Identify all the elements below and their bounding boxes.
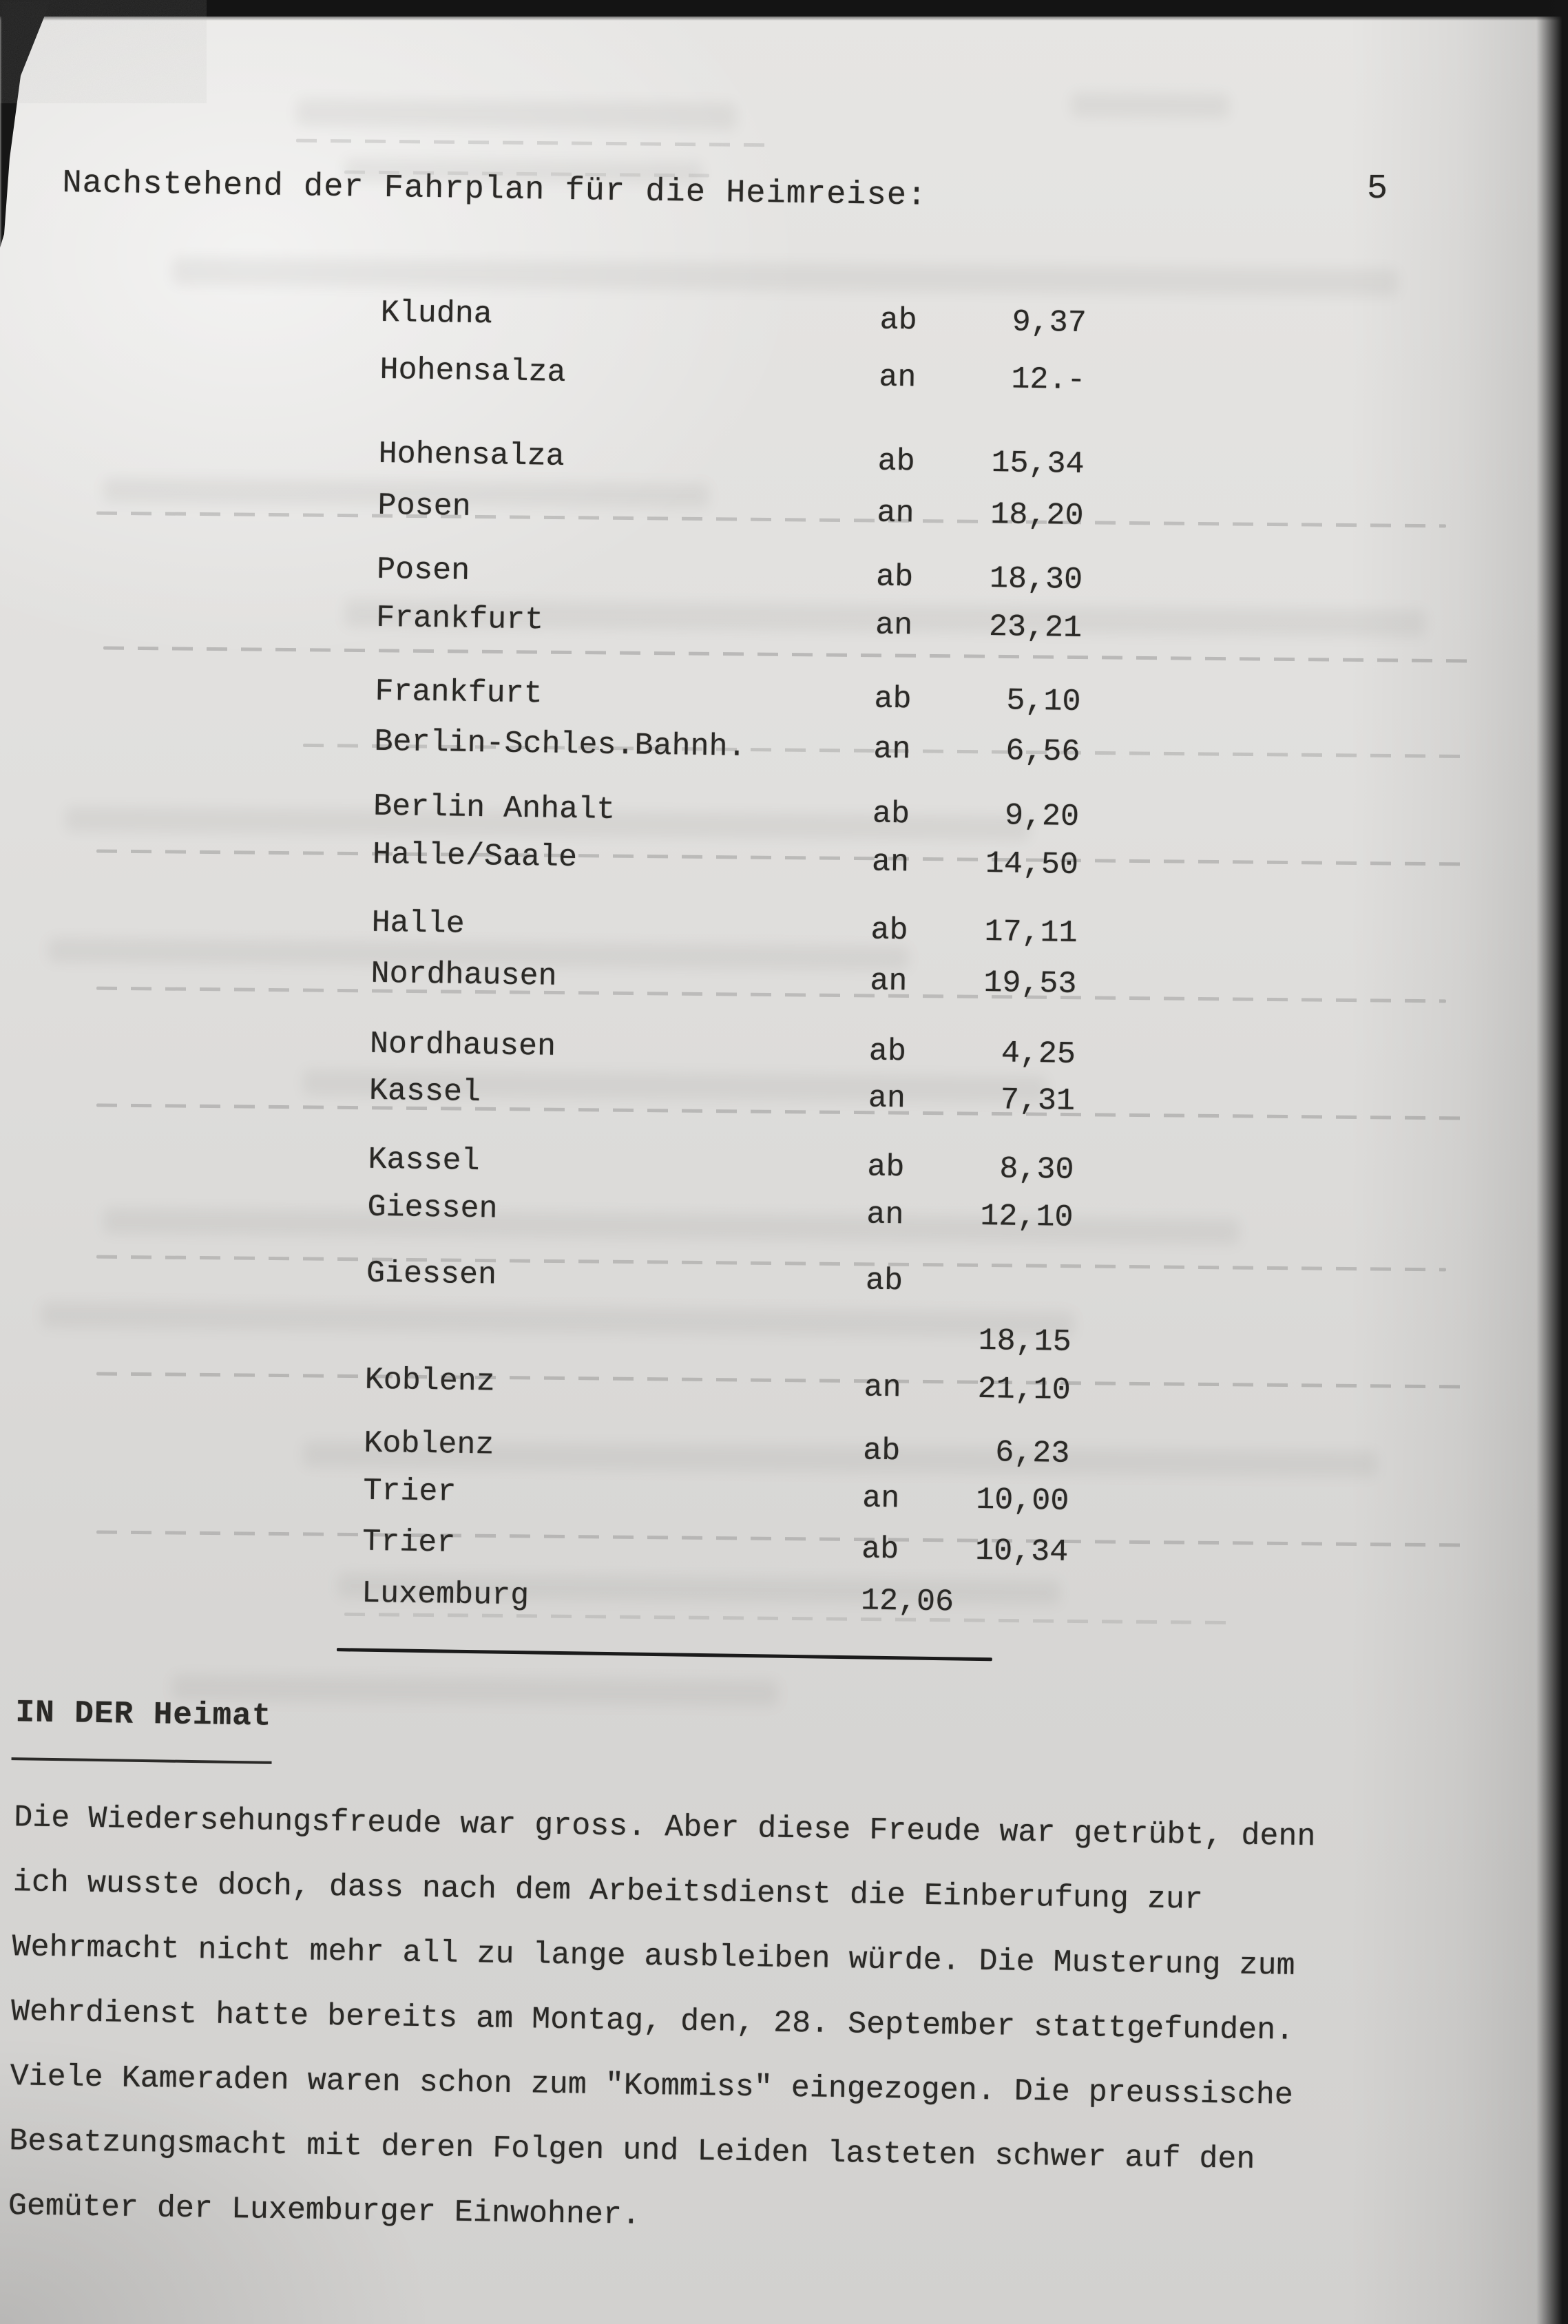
schedule-row (0, 485, 1564, 547)
ab-an-label: an (868, 1080, 906, 1117)
time-value: 6,56 (1005, 733, 1080, 771)
time-value: 18,30 (989, 561, 1083, 598)
station-name: Giessen (366, 1255, 497, 1293)
ab-an-label: an (870, 963, 908, 1000)
station-name: Berlin Anhalt (373, 788, 616, 828)
time-value: 18,15 (978, 1323, 1072, 1360)
station-name: Frankfurt (375, 600, 544, 638)
station-name: Luxemburg (361, 1575, 530, 1614)
station-name: Trier (363, 1473, 457, 1510)
station-name: Kludna (380, 295, 493, 333)
station-name: Posen (377, 488, 472, 525)
document-heading: Nachstehend der Fahrplan für die Heimreise: (62, 165, 928, 215)
ab-an-label: ab (865, 1263, 903, 1299)
time-value: 9,20 (1004, 798, 1080, 835)
time-value: 18,20 (990, 497, 1084, 534)
station-name: Koblenz (364, 1362, 496, 1400)
ab-an-label: an (875, 607, 913, 644)
station-name: Kassel (368, 1142, 480, 1180)
time-value: 4,25 (1001, 1036, 1076, 1072)
station-name: Frankfurt (375, 673, 543, 712)
time-value: 10,34 (974, 1533, 1069, 1570)
time-value: 5,10 (1006, 683, 1081, 720)
ab-an-label: an (866, 1197, 904, 1233)
film-edge-top (0, 0, 1568, 17)
time-value: 8,30 (999, 1151, 1074, 1188)
schedule-row (0, 1572, 1547, 1634)
schedule-row (0, 671, 1561, 733)
ab-an-label: an (877, 495, 914, 532)
time-value: 12.- (1011, 362, 1086, 399)
station-name: Giessen (367, 1189, 498, 1227)
station-name: Hohensalza (378, 436, 565, 474)
ab-an-label: ab (879, 302, 918, 339)
schedule-row (0, 953, 1557, 1015)
ab-an-label: ab (877, 443, 916, 480)
schedule-row (0, 433, 1565, 495)
ab-an-label: an (864, 1370, 902, 1406)
station-name: Nordhausen (370, 956, 557, 994)
time-value: 12,10 (979, 1198, 1074, 1235)
ab-an-label: ab (861, 1531, 899, 1568)
schedule-row (0, 1520, 1548, 1582)
body-paragraph: Die Wiedersehungsfreude war gross. Aber diese Freude war getrübt, denn ich wusste doch, dass nach dem Arbeitsdienst die Einberufung zur Wehrmacht nicht mehr all zu lange ausbleiben würde. Die Musterung zum Wehrdienst hatte bereits am Montag, den, 28. September stattgefunden. Viele Kameraden waren schon zum "Kommiss" eingezogen. Die preussische Besatzungsmacht mit deren Folgen und Leiden lasteten schwer auf den Gemüter der Luxemburger Einwohner. (8, 1800, 1316, 2233)
time-value: 15,34 (991, 446, 1085, 483)
station-name: Kassel (368, 1073, 481, 1111)
ab-an-label: ab (875, 559, 914, 596)
station-name: Hohensalza (379, 352, 566, 390)
time-value: 9,37 (1012, 304, 1087, 342)
schedule-row (0, 902, 1558, 964)
table-end-rule (337, 1648, 992, 1661)
schedule-row (0, 292, 1567, 354)
time-value: 21,10 (977, 1371, 1072, 1408)
ab-an-label: an (879, 359, 917, 396)
schedule-row (0, 349, 1566, 411)
film-edge-top-shadow (0, 15, 1568, 21)
schedule-row (0, 721, 1560, 783)
section-title: IN DER Heimat (15, 1695, 272, 1735)
ab-an-label: an (861, 1480, 900, 1517)
ab-an-label: ab (862, 1433, 901, 1469)
station-name: Koblenz (364, 1425, 494, 1463)
time-value: 6,23 (994, 1435, 1070, 1472)
ab-an-label: ab (867, 1149, 905, 1186)
time-value: 14,50 (985, 846, 1079, 883)
ab-an-label: an (873, 731, 911, 768)
time-value: 19,53 (983, 965, 1077, 1002)
ab-an-label: ab (874, 681, 912, 718)
station-name: Halle (371, 905, 466, 942)
page-number: 5 (1367, 169, 1388, 209)
ab-an-label: ab (868, 1034, 907, 1070)
time-value (900, 1266, 1072, 1268)
time-value: 7,31 (1000, 1082, 1076, 1119)
schedule-row (0, 1252, 1552, 1314)
station-name: Berlin-Schles.Bahnh. (374, 724, 746, 765)
time-value: 17,11 (984, 914, 1078, 951)
station-name: Trier (362, 1524, 456, 1561)
ab-an-label: ab (870, 912, 908, 949)
time-value: 10,00 (975, 1482, 1069, 1519)
station-name: Nordhausen (369, 1026, 556, 1065)
section-title-underline (12, 1757, 272, 1764)
time-value: 23,21 (988, 609, 1083, 647)
time-value: 12,06 (860, 1583, 954, 1620)
ab-an-label: an (871, 844, 910, 881)
station-name: Posen (376, 552, 470, 589)
station-name: Halle/Saale (372, 837, 578, 876)
film-edge-right (1536, 0, 1568, 2324)
ab-an-label: ab (872, 796, 910, 833)
